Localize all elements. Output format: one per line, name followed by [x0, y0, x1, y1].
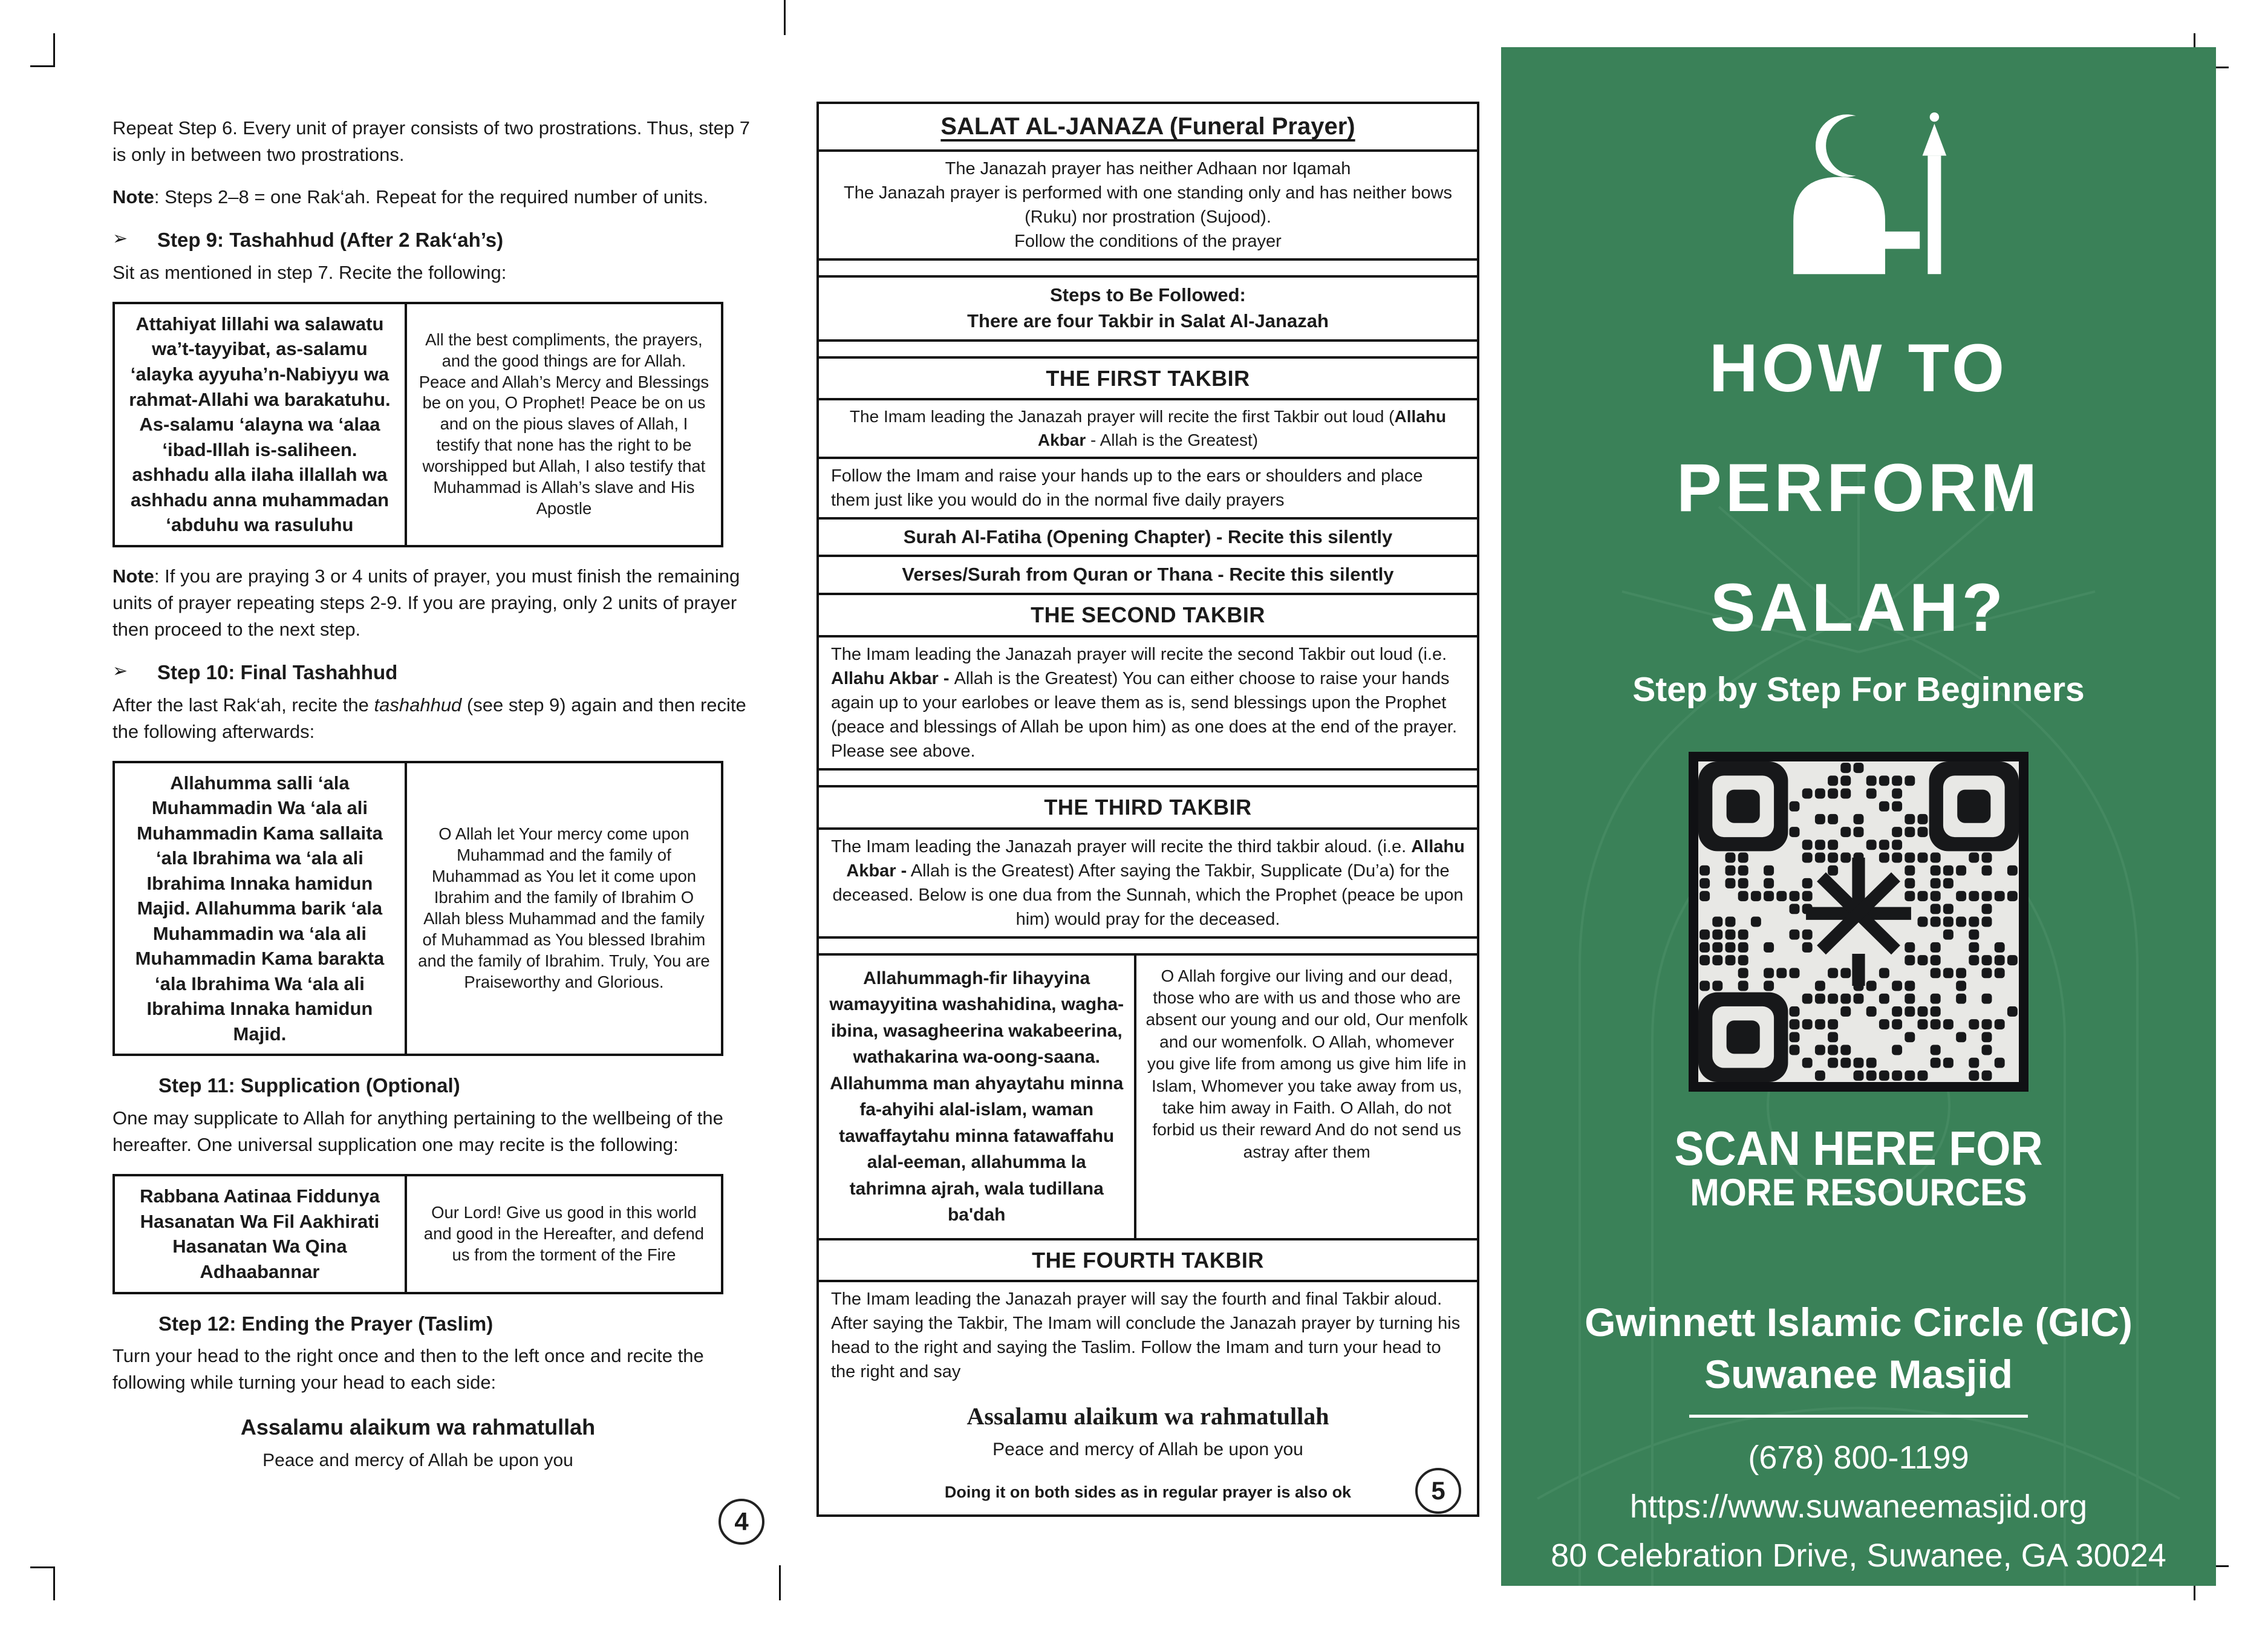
- step10-title: Step 10: Final Tashahhud: [157, 660, 398, 683]
- organization-name: [1501, 1297, 2216, 1401]
- fold-mark-top: [784, 0, 786, 35]
- step9-title: Step 9: Tashahhud (After 2 Rak‘ah’s): [157, 229, 504, 252]
- janaza-title: SALAT AL-JANAZA (Funeral Prayer): [816, 102, 1479, 152]
- contact-block: [1501, 1433, 2216, 1580]
- step11-title: Step 11: Supplication (Optional): [158, 1074, 460, 1097]
- footnote-row: [831, 1476, 1465, 1510]
- panel-cover: [1501, 47, 2216, 1586]
- scan-here-line1: SCAN HERE FOR: [1674, 1121, 2043, 1175]
- title-line: HOW TO: [1709, 330, 2009, 406]
- salawat-translation: O Allah let Your mercy come upon Muhammad and the family of Muhammad as You let it come upon Ibrahim and the family of Ibrahim O Allah bless Muhammad and the family of Muhammad as You blessed Ibrahim and the family of Ibrahim. Truly, You are Praiseworthy and Glorious.: [406, 762, 722, 1055]
- org-line2: Suwanee Masjid: [1704, 1351, 2013, 1397]
- table-row: [114, 762, 722, 1055]
- step9-heading: [112, 226, 763, 255]
- first-takbir-follow: Follow the Imam and raise your hands up to the ears or shoulders and place them just like you would do in the normal five daily prayers: [816, 457, 1479, 520]
- supplication-transliteration: Rabbana Aatinaa Fiddunya Hasanatan Wa Fil Aakhirati Hasanatan Wa Qina Adhaabannar: [114, 1175, 406, 1292]
- step11-heading: [112, 1072, 763, 1100]
- crop-mark-bottom-left-h: [30, 1566, 55, 1568]
- third-takbir-body: The Imam leading the Janazah prayer will recite the third takbir aloud. (i.e. Allahu Akbar - Allah is the Greatest) After saying the Takbir, Supplicate (Du’a) for the deceased. Below is one dua from the Sunnah, which the Prophet (peace be upon him) would pray for the deceased.: [816, 827, 1479, 939]
- step12-body: Turn your head to the right once and then to the left once and recite the following while turning your head to each side:: [112, 1345, 704, 1393]
- website-url: https://www.suwaneemasjid.org: [1629, 1488, 2088, 1525]
- crop-mark-bottom-left-v: [53, 1566, 55, 1600]
- verses-row: Verses/Surah from Quran or Thana - Recite this silently: [816, 555, 1479, 595]
- taslim-text: Assalamu alaikum wa rahmatullah: [240, 1415, 596, 1440]
- salawat-transliteration: Allahumma salli ‘ala Muhammadin Wa ‘ala ali Muhammadin Kama sallaita ‘ala Ibrahima wa ‘ala ali Ibrahima Innaka hamidun Majid. Allahumma barik ‘ala Muhammadin wa ‘ala ali Muhammadin Kama barakta ‘ala Ibrahima Wa ‘ala ali Ibrahima Innaka hamidun Majid.: [114, 762, 406, 1055]
- fourth-takbir-heading: THE FOURTH TAKBIR: [816, 1238, 1479, 1283]
- fourth-takbir-section: [816, 1280, 1479, 1517]
- title-line: SALAH?: [1710, 570, 2007, 645]
- units-note-paragraph: Note: If you are praying 3 or 4 units of prayer, you must finish the remaining units of prayer repeating steps 2-9. If you are praying, only 2 units of prayer then proceed to the next step.: [112, 565, 740, 640]
- first-takbir-heading: THE FIRST TAKBIR: [816, 356, 1479, 401]
- taslim-text: Assalamu alaikum wa rahmatullah: [966, 1403, 1329, 1430]
- tashahhud-table: [112, 302, 723, 547]
- fold-mark-bottom: [779, 1565, 781, 1600]
- fourth-takbir-body: The Imam leading the Janazah prayer will say the fourth and final Takbir aloud. After saying the Takbir, The Imam will conclude the Janazah prayer by turning his head to the right and saying the Taslim. Follow the Imam and turn your head to the right and say: [831, 1289, 1461, 1382]
- qr-code: [1689, 752, 2028, 1092]
- step9-subtitle: Sit as mentioned in step 7. Recite the following:: [112, 261, 507, 283]
- cover-subtitle: Step by Step For Beginners: [1632, 670, 2085, 709]
- steps-to-be-followed: Steps to Be Followed: There are four Takbir in Salat Al-Janazah: [816, 275, 1479, 342]
- arrow-bullet-icon: ➢: [112, 229, 128, 249]
- crop-mark-top-left-v: [53, 33, 55, 67]
- salawat-table: [112, 761, 723, 1057]
- step12-heading: [112, 1310, 763, 1338]
- qr-frame: [1689, 752, 2028, 1092]
- rakah-note-paragraph: Note: Steps 2–8 = one Rak‘ah. Repeat for the required number of units.: [112, 186, 708, 208]
- table-row: [114, 303, 722, 546]
- taslim-translation: Peace and mercy of Allah be upon you: [992, 1439, 1303, 1459]
- fatiha-row: Surah Al-Fatiha (Opening Chapter) - Recite this silently: [816, 517, 1479, 558]
- page-number-4: 4: [719, 1499, 764, 1545]
- panel-janaza: [816, 102, 1479, 1517]
- table-row: [114, 1175, 722, 1292]
- janaza-intro: The Janazah prayer has neither Adhaan nor Iqamah The Janazah prayer is performed with one standing only and has neither bows (Ruku) nor prostration (Sujood). Follow the conditions of the prayer: [816, 149, 1479, 261]
- arrow-bullet-icon: ➢: [112, 660, 128, 681]
- step10-subtitle: After the last Rak‘ah, recite the tashahhud (see step 9) again and then recite the following afterwards:: [112, 694, 746, 742]
- mosque-crescent-logo-icon: [1759, 103, 1958, 296]
- org-line1: Gwinnett Islamic Circle (GIC): [1585, 1299, 2133, 1345]
- phone-number: (678) 800-1199: [1748, 1439, 1969, 1476]
- scan-here-line2: MORE RESOURCES: [1690, 1172, 2027, 1214]
- step11-body: One may supplicate to Allah for anything pertaining to the wellbeing of the hereafter. One universal supplication one may recite is the following:: [112, 1107, 723, 1156]
- taslim-translation: Peace and mercy of Allah be upon you: [262, 1450, 573, 1470]
- page-number-5: 5: [1415, 1468, 1461, 1514]
- second-takbir-heading: THE SECOND TAKBIR: [816, 593, 1479, 637]
- supplication-table: [112, 1174, 723, 1294]
- second-takbir-body: The Imam leading the Janazah prayer will recite the second Takbir out loud (i.e. Allahu Akbar - Allah is the Greatest) You can either choose to raise your hands again up to your earlobes or leave them as is, send blessings upon the Prophet (peace and blessings of Allah be upon him) as one does at the end of the prayer. Please see above.: [816, 635, 1479, 771]
- repeat-step-paragraph: Repeat Step 6. Every unit of prayer consists of two prostrations. Thus, step 7 is only in between two prostrations.: [112, 117, 750, 166]
- divider-rule: [1689, 1415, 2028, 1418]
- step10-heading: [112, 659, 763, 687]
- dua-translation: O Allah forgive our living and our dead, those who are with us and those who are absent our young and our old, Our menfolk and our womenfolk. O Allah, whomever you give life from among us give him life in Islam, Whomever you take away from us, take him away in Faith. O Allah, do not forbid us their reward And do not send us astray after them: [1145, 966, 1468, 1161]
- janaza-dua-table: [816, 953, 1479, 1240]
- title-line: PERFORM: [1677, 450, 2041, 526]
- crop-mark-top-left-h: [30, 65, 55, 67]
- tashahhud-translation: All the best compliments, the prayers, and the good things are for Allah. Peace and Allah’s Mercy and Blessings be on you, O Prophet! Peace be on us and on the pious slaves of Allah, I testify that none has the right to be worshipped but Allah, I also testify that Muhammad is Allah’s slave and His Apostle: [406, 303, 722, 546]
- supplication-translation: Our Lord! Give us good in this world and good in the Hereafter, and defend us from the torment of the Fire: [406, 1175, 722, 1292]
- street-address: 80 Celebration Drive, Suwanee, GA 30024: [1551, 1537, 2166, 1574]
- panel-prayer-steps: [112, 115, 763, 1473]
- step12-title: Step 12: Ending the Prayer (Taslim): [158, 1312, 494, 1335]
- third-takbir-heading: THE THIRD TAKBIR: [816, 785, 1479, 830]
- cover-title: [1501, 330, 2216, 645]
- tashahhud-transliteration: Attahiyat lillahi wa salawatu wa’t-tayyibat, as-salamu ‘alayka ayyuha’n-Nabiyyu wa rahmat-Allahi wa barakatuhu. As-salamu ‘alayna wa ‘alaa ‘ibad-Illah is-saliheen. ashhadu alla ilaha illallah wa ashhadu anna muhammadan ‘abduhu wa rasuluhu: [114, 303, 406, 546]
- dua-transliteration: Allahummagh-fir lihayyina wamayyitina washahidina, wagha-ibina, wasagheerina wakabeerina, wathakarina wa-oong-saana. Allahumma man ahyaytahu minna fa-ahyihi alal-islam, waman tawaffaytahu minna fatawaffahu alal-eeman, allahumma la tahrimna ajrah, wala tudillana ba'dah: [819, 956, 1136, 1238]
- footnote-text: Doing it on both sides as in regular prayer is also ok: [944, 1482, 1352, 1501]
- first-takbir-intro: The Imam leading the Janazah prayer will recite the first Takbir out loud (Allahu Akbar - Allah is the Greatest): [816, 398, 1479, 458]
